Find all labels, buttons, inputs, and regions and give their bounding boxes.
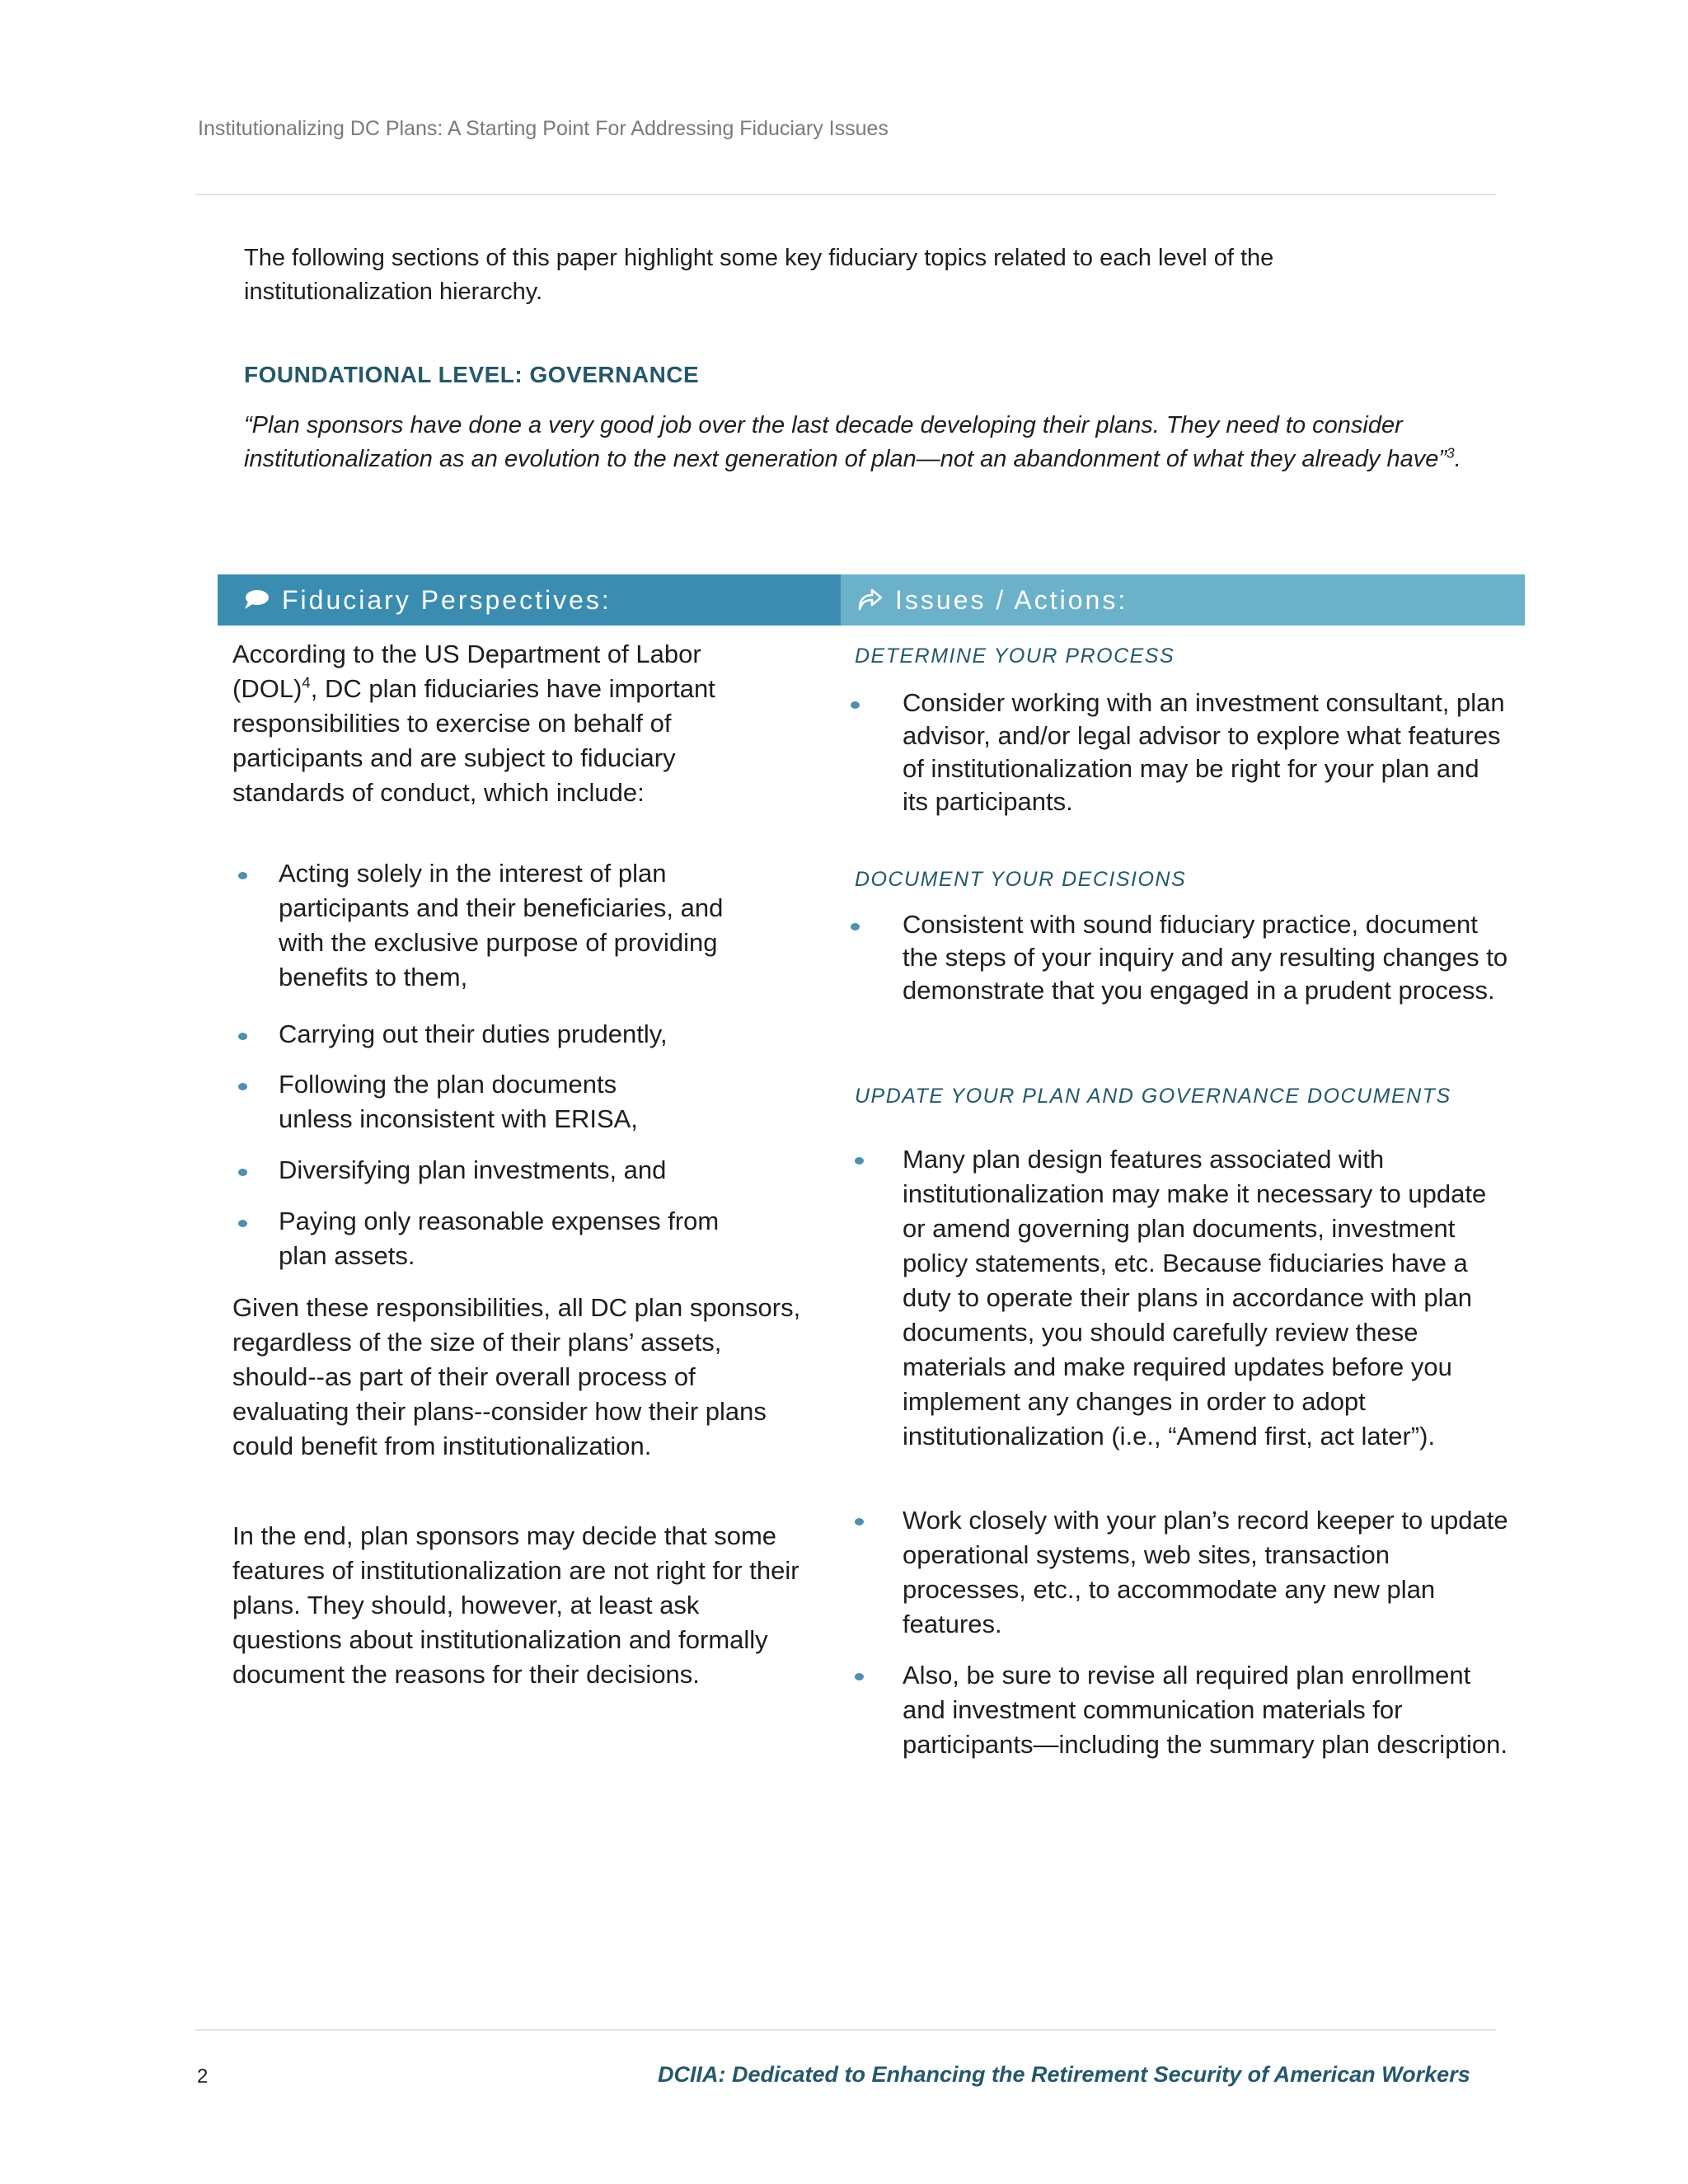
quote-footnote-ref: 3 bbox=[1447, 444, 1455, 462]
share-arrow-icon bbox=[856, 588, 884, 612]
footer-rule bbox=[195, 2029, 1496, 2031]
page-number: 2 bbox=[197, 2065, 209, 2088]
fiduciary-perspectives-title: Fiduciary Perspectives: bbox=[282, 584, 612, 615]
fiduciary-duty-item: Carrying out their duties prudently, bbox=[279, 1019, 668, 1048]
section-quote bbox=[244, 409, 1472, 476]
issues-actions-band bbox=[841, 574, 1525, 626]
header-rule bbox=[195, 194, 1496, 195]
speech-bubble-icon bbox=[242, 588, 270, 612]
dol-text-b: , DC plan fiduciaries have important responsibilities to exercise on behalf of participants and are subject to fiduciary standards of conduct, which include: bbox=[232, 674, 715, 807]
fiduciary-perspectives-band bbox=[218, 574, 841, 626]
responsibilities-paragraph: Given these responsibilities, all DC plan sponsors, regardless of the size of their plans’ assets, should--as part of their overall process of evaluating their plans--consider how their plans could benefit from institutionalization. bbox=[232, 1293, 801, 1460]
quote-text: “Plan sponsors have done a very good job over the last decade developing their plans. They need to consider institutionalization as an evolution to the next generation of plan—not an abandonment of what they already have” bbox=[244, 412, 1447, 472]
bullet-marker bbox=[855, 1157, 864, 1165]
issues-actions-title: Issues / Actions: bbox=[895, 584, 1128, 615]
quote-end: . bbox=[1454, 446, 1461, 472]
bullet-marker bbox=[855, 1518, 864, 1526]
running-header: Institutionalizing DC Plans: A Starting Point For Addressing Fiduciary Issues bbox=[198, 117, 889, 140]
bullet-marker bbox=[238, 1083, 247, 1090]
update-documents-item: Work closely with your plan’s record keeper to update operational systems, web sites, transaction processes, etc., to accommodate any new plan features. bbox=[903, 1506, 1508, 1638]
fiduciary-duty-item: Following the plan documents unless inconsistent with ERISA, bbox=[279, 1070, 638, 1133]
intro-paragraph: The following sections of this paper highlight some key fiduciary topics related to each level of the institutionalization hierarchy. bbox=[244, 245, 1274, 305]
update-documents-item: Also, be sure to revise all required plan enrollment and investment communication materials for participants—including the summary plan description. bbox=[903, 1661, 1508, 1759]
subheading-determine-process: DETERMINE YOUR PROCESS bbox=[855, 644, 1175, 668]
fiduciary-duty-item: Diversifying plan investments, and bbox=[279, 1155, 667, 1184]
dol-responsibilities-paragraph bbox=[232, 637, 793, 810]
bullet-marker bbox=[238, 1220, 247, 1227]
bullet-marker bbox=[238, 872, 247, 879]
bullet-marker bbox=[851, 701, 860, 709]
subheading-update-documents: UPDATE YOUR PLAN AND GOVERNANCE DOCUMENTS bbox=[855, 1085, 1451, 1108]
dol-text-a: According to the US Department of Labor (DOL) bbox=[232, 640, 701, 703]
bullet-marker bbox=[851, 923, 860, 930]
subheading-document-decisions: DOCUMENT YOUR DECISIONS bbox=[855, 868, 1187, 891]
determine-process-item: Consider working with an investment consultant, plan advisor, and/or legal advisor to explore what features of institutionalization may be right for your plan and its participants. bbox=[903, 688, 1505, 816]
section-heading: FOUNDATIONAL LEVEL: GOVERNANCE bbox=[244, 362, 700, 387]
bullet-marker bbox=[855, 1673, 864, 1680]
bullet-marker bbox=[238, 1169, 247, 1176]
document-decisions-item: Consistent with sound fiduciary practice, document the steps of your inquiry and any resulting changes to demonstrate that you engaged in a prudent process. bbox=[903, 910, 1508, 1005]
conclusion-paragraph: In the end, plan sponsors may decide that some features of institutionalization are not right for their plans. They should, however, at least ask questions about institutionalization and formally document the reasons for their decisions. bbox=[232, 1521, 799, 1689]
fiduciary-duty-item: Paying only reasonable expenses from plan assets. bbox=[279, 1207, 720, 1270]
dol-footnote-ref: 4 bbox=[302, 673, 311, 691]
footer-tagline: DCIIA: Dedicated to Enhancing the Retirement Security of American Workers bbox=[658, 2062, 1470, 2087]
fiduciary-duty-item: Acting solely in the interest of plan participants and their beneficiaries, and with the exclusive purpose of providing benefits to them, bbox=[279, 859, 724, 991]
bullet-marker bbox=[238, 1033, 247, 1040]
update-documents-item: Many plan design features associated with institutionalization may make it necessary to update or amend governing plan documents, investment policy statements, etc. Because fiduciaries have a duty to operate their plans in accordance with plan documents, you should carefully review these materials and make required updates before you implement any changes in order to adopt institutionalization (i.e., “Amend first, act later”). bbox=[903, 1145, 1487, 1451]
